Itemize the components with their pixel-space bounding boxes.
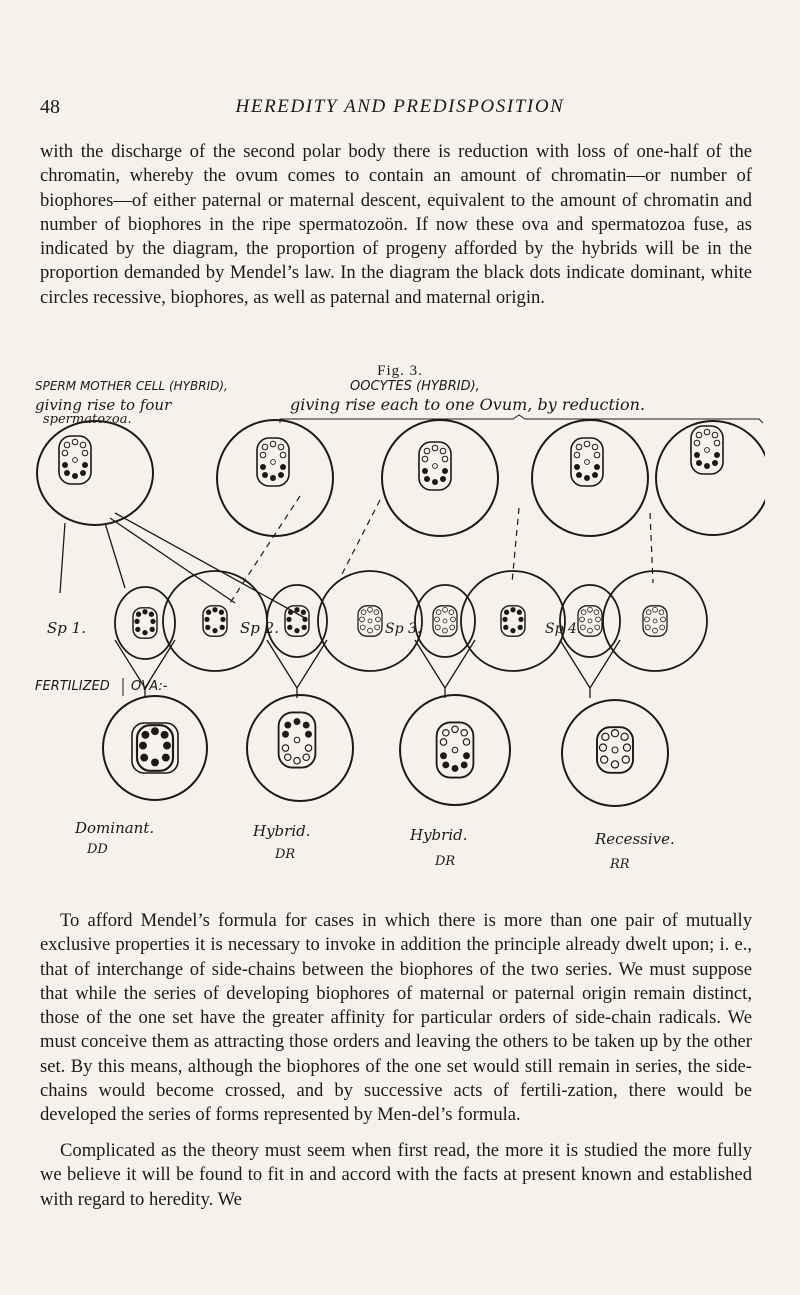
offspring-rr [562, 700, 668, 806]
sp1-label: Sp 1. [47, 619, 86, 637]
svg-text:OVA:-: OVA:- [131, 679, 168, 694]
figure-caption: Fig. 3. [377, 363, 423, 379]
offspring-dd [103, 696, 207, 800]
offspring-label-recessive: Recessive. [595, 830, 675, 848]
oocyte-1 [217, 420, 333, 536]
offspring-label-dominant: Dominant. [75, 819, 155, 837]
oocytes-subheading: giving rise each to one Ovum, by reduction. [290, 395, 646, 414]
oocytes-heading: OOCYTES (HYBRID), [350, 379, 480, 394]
fusion-lines [115, 640, 620, 698]
sp3-label: Sp 3. [385, 621, 422, 637]
paragraph-3: Complicated as the theory must seem when first read, the more it is studied the more fully we believe it will be found to fit in and accord with the facts at present known and established with regard to heredity. We [40, 1140, 752, 1210]
oocyte-2 [382, 420, 498, 536]
running-title: HEREDITY AND PREDISPOSITION [235, 96, 565, 117]
offspring-label-hybrid-2: Hybrid. [410, 826, 468, 844]
offspring-code-dr-2: DR [435, 854, 456, 869]
sp4-label: Sp 4. [545, 621, 582, 637]
page-number: 48 [40, 96, 60, 118]
sperm-mother-cell [37, 421, 153, 525]
offspring-code-dd: DD [87, 842, 108, 857]
page-header [0, 96, 800, 126]
svg-text:FERTILIZED: FERTILIZED [35, 679, 110, 694]
oocyte-3 [532, 420, 648, 536]
sperm-mother-subheading: giving rise to four [35, 396, 172, 414]
sperm-mother-heading: SPERM MOTHER CELL (HYBRID), [35, 379, 228, 393]
sperm-lines [60, 513, 305, 618]
oocyte-dashed-lines [230, 496, 653, 603]
paragraph-1: with the discharge of the second polar body there is reduction with loss of one-half of the chromatin, whereby the ovum comes to contain an amount of chromatin—or number of biophores—of either paternal or maternal descent, equivalent to the amount of chromatin and number of biophores in the ripe spermatozoön. If now these ova and spermatozoa fuse, as indicated by the diagram, the proportion of progeny afforded by the hybrids will be in the proportion demanded by Mendel’s law. In the diagram the black dots indicate dominant, white circles recessive, biophores, as well as paternal and maternal origin. [40, 141, 752, 308]
offspring-dr-1 [247, 695, 353, 801]
paragraph-2: To afford Mendel’s formula for cases in which there is more than one pair of mutually exclusive properties it is necessary to invoke in addition the principle already dwelt upon; i. e., that of interchange of side-chains between the biophores of the two series. We must suppose that while the series of developing biophores of maternal or paternal origin remain distinct, those of the one set have the greater affinity for particular orders of side-chain radicals. We must conceive them as attracting those orders and leaving the others to be taken up by the other set. By this means, although the biophores of the one set would still remain in series, the side-chains would become crossed, and by successive acts of fertili-zation, there would be developed the series of forms represented by Men-del’s formula. [40, 910, 752, 1126]
oocyte-4 [656, 421, 765, 535]
offspring-code-dr-1: DR [275, 847, 296, 862]
offspring-dr-2 [400, 695, 510, 805]
offspring-code-rr: RR [610, 857, 630, 872]
sperm-mother-subheading-2: spermatozoa. [43, 412, 132, 427]
sp2-label: Sp 2. [240, 619, 279, 637]
mendel-diagram [35, 378, 765, 898]
fertilized-ova-label [35, 678, 168, 696]
offspring-label-hybrid-1: Hybrid. [253, 822, 311, 840]
oocytes-brace [280, 415, 763, 423]
